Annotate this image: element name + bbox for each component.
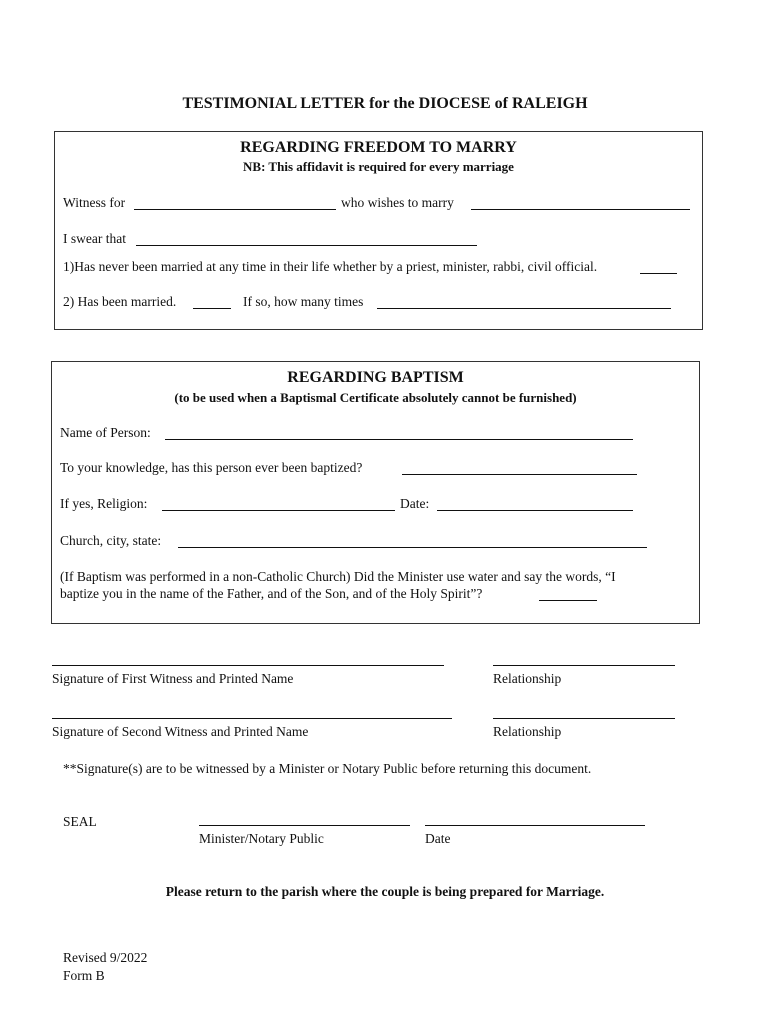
first-relationship-label: Relationship	[493, 671, 562, 686]
baptism-date-label: Date:	[400, 496, 430, 511]
who-wishes-label: who wishes to marry	[341, 195, 454, 210]
seal-label: SEAL	[63, 814, 97, 829]
has-been-married-field[interactable]	[193, 308, 231, 309]
document-title: TESTIMONIAL LETTER for the DIOCESE of RALEIGH	[182, 95, 588, 112]
form-identifier: Form B	[63, 968, 105, 983]
witness-for-label: Witness for	[63, 195, 126, 210]
second-relationship-label: Relationship	[493, 724, 562, 739]
minister-notary-date-field[interactable]	[425, 825, 645, 826]
minister-date-label: Date	[425, 831, 451, 846]
i-swear-field[interactable]	[136, 245, 477, 246]
non-catholic-question-line1: (If Baptism was performed in a non-Catholic Church) Did the Minister use water and say the words, “I	[60, 569, 616, 584]
never-married-field[interactable]	[640, 273, 677, 274]
wishes-to-marry-field[interactable]	[471, 209, 690, 210]
church-city-state-label: Church, city, state:	[60, 533, 162, 548]
second-witness-signature-field[interactable]	[52, 718, 452, 719]
ever-baptized-label: To your knowledge, has this person ever been baptized?	[60, 460, 363, 475]
signature-witness-note: **Signature(s) are to be witnessed by a Minister or Notary Public before returning this document.	[63, 761, 592, 776]
first-witness-signature-field[interactable]	[52, 665, 444, 666]
non-catholic-question-line2: baptize you in the name of the Father, and of the Son, and of the Holy Spirit”?	[60, 586, 483, 601]
how-many-times-field[interactable]	[377, 308, 671, 309]
religion-label: If yes, Religion:	[60, 496, 148, 511]
witness-for-field[interactable]	[134, 209, 336, 210]
non-catholic-answer-field[interactable]	[539, 600, 597, 601]
baptism-date-field[interactable]	[437, 510, 633, 511]
minister-notary-label: Minister/Notary Public	[199, 831, 324, 846]
has-been-married-label: 2) Has been married.	[63, 294, 177, 309]
minister-notary-signature-field[interactable]	[199, 825, 410, 826]
ever-baptized-field[interactable]	[402, 474, 637, 475]
name-of-person-label: Name of Person:	[60, 425, 151, 440]
never-married-label: 1)Has never been married at any time in their life whether by a priest, minister, rabbi, civil official.	[63, 259, 598, 274]
church-city-state-field[interactable]	[178, 547, 647, 548]
religion-field[interactable]	[162, 510, 395, 511]
how-many-times-label: If so, how many times	[243, 294, 364, 309]
first-relationship-field[interactable]	[493, 665, 675, 666]
second-relationship-field[interactable]	[493, 718, 675, 719]
second-witness-label: Signature of Second Witness and Printed Name	[52, 724, 309, 739]
i-swear-label: I swear that	[63, 231, 126, 246]
baptism-subheading: (to be used when a Baptismal Certificate absolutely cannot be furnished)	[174, 390, 577, 405]
baptism-heading: REGARDING BAPTISM	[287, 369, 464, 386]
freedom-nb-note: NB: This affidavit is required for every marriage	[243, 159, 514, 174]
freedom-heading: REGARDING FREEDOM TO MARRY	[240, 139, 517, 156]
name-of-person-field[interactable]	[165, 439, 633, 440]
first-witness-label: Signature of First Witness and Printed Name	[52, 671, 294, 686]
revision-date: Revised 9/2022	[63, 950, 148, 965]
return-instruction: Please return to the parish where the couple is being prepared for Marriage.	[165, 884, 605, 899]
